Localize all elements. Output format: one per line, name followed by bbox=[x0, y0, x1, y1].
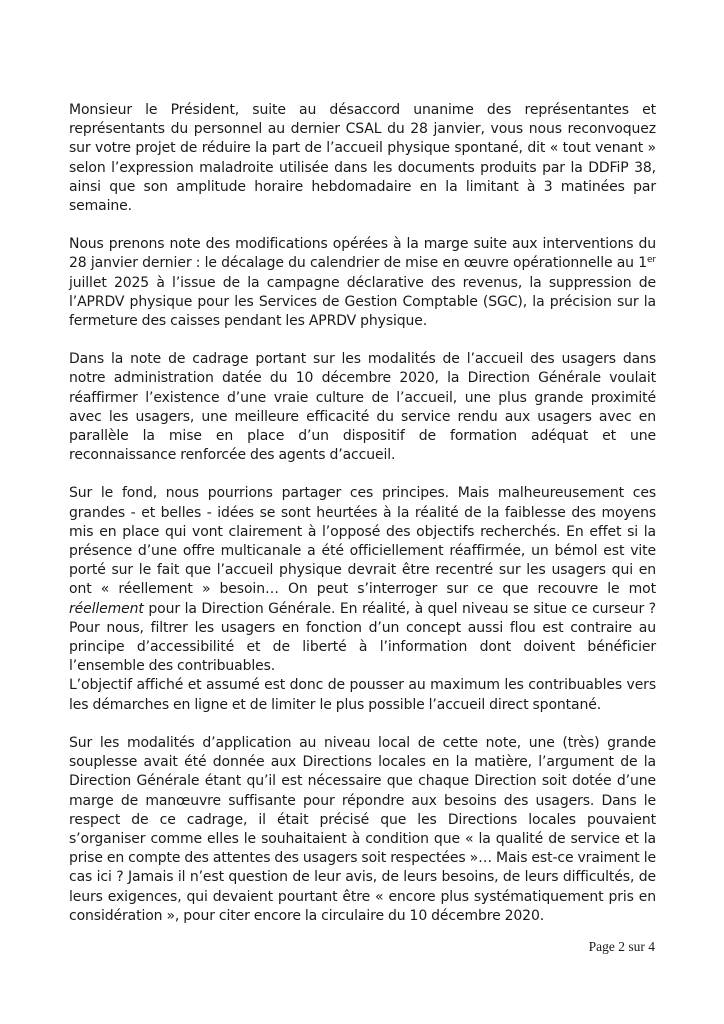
paragraph-objectif bbox=[69, 676, 656, 714]
emphasized-word: réellement bbox=[69, 600, 144, 617]
paragraph-note-cadrage-text: Dans la note de cadrage portant sur les modalités de l’accueil des usagers dans notre administration datée du 10 décembre 2020, la Direction Générale voulait réaffirmer l’existence d’une vraie culture de l’accueil, une plus grande proximité avec les usagers, une meilleure efficacité du service rendu aux usagers avec en parallèle la mise en place d’un dispositif de formation adéquat et une reconnaissance renforcée des agents d’accueil. bbox=[69, 351, 656, 464]
paragraph-modalites-locales-text: Sur les modalités d’application au niveau local de cette note, une (très) grande souplesse avait été donnée aux Directions locales en la matière, l’argument de la Direction Générale étant qu’il est nécessaire que chaque Direction soit dotée d’une marge de manœuvre suffisante pour répondre aux besoins des usagers. Dans le respect de ce cadrage, il était précisé que les Directions locales pouvaient s’organiser comme elles le souhaitaient à condition que « la qualité de service et la prise en compte des attentes des usagers soit respectées »… Mais est-ce vraiment le cas ici ? Jamais il n’est question de leur avis, de leurs besoins, de leurs difficultés, de leurs exigences, qui devaient pourtant être « encore plus systématiquement pris en considération », pour citer encore la circulaire du 10 décembre 2020. bbox=[69, 734, 656, 924]
paragraph-modifications-text-a: Nous prenons note des modifications opérées à la marge suite aux interventions du 28 janvier dernier : le décalage du calendrier de mise en œuvre opérationnelle au 1 bbox=[69, 236, 656, 272]
ordinal-superscript: er bbox=[647, 255, 656, 266]
paragraph-intro bbox=[69, 101, 656, 216]
paragraph-objectif-text: L’objectif affiché et assumé est donc de pousser au maximum les contribuables vers les démarches en ligne et de limiter le plus possible l’accueil direct spontané. bbox=[69, 677, 656, 713]
paragraph-sur-le-fond-text-a: Sur le fond, nous pourrions partager ces principes. Mais malheureusement ces grandes - et belles - idées se sont heurtées à la réalité de la faiblesse des moyens mis en place qui vont clairement à l’opposé des objectifs recherchés. En effet si la présence d’une offre multicanale a été officiellement réaffirmée, un bémol est vite porté sur le fait que l’accueil physique devrait être recentré sur les usagers qui en ont « réellement » besoin… On peut s’interroger sur ce que recouvre le mot bbox=[69, 485, 656, 598]
paragraph-modalites-locales bbox=[69, 734, 656, 926]
letter-body bbox=[69, 101, 656, 945]
paragraph-sur-le-fond bbox=[69, 484, 656, 676]
paragraph-modifications bbox=[69, 235, 656, 331]
paragraph-intro-text: Monsieur le Président, suite au désaccord unanime des représentantes et représentants du personnel au dernier CSAL du 28 janvier, vous nous reconvoquez sur votre projet de réduire la part de l’accueil physique spontané, dit « tout venant » selon l’expression maladroite utilisée dans les documents produits par la DDFiP 38, ainsi que son amplitude horaire hebdomadaire en la limitant à 3 matinées par semaine. bbox=[69, 102, 656, 215]
paragraph-note-cadrage bbox=[69, 350, 656, 465]
paragraph-modifications-text-b: juillet 2025 à l’issue de la campagne déclarative des revenus, la suppression de l’APRDV physique pour les Services de Gestion Comptable (SGC), la précision sur la fermeture des caisses pendant les APRDV physique. bbox=[69, 274, 656, 330]
paragraph-sur-le-fond-text-b: pour la Direction Générale. En réalité, à quel niveau se situe ce curseur ? Pour nous, filtrer les usagers en fonction d’un concept aussi flou est contraire au principe d’accessibilité et de liberté à l’information dont doivent bénéficier l’ensemble des contribuables. bbox=[69, 600, 656, 675]
page-number: Page 2 sur 4 bbox=[588, 939, 655, 954]
